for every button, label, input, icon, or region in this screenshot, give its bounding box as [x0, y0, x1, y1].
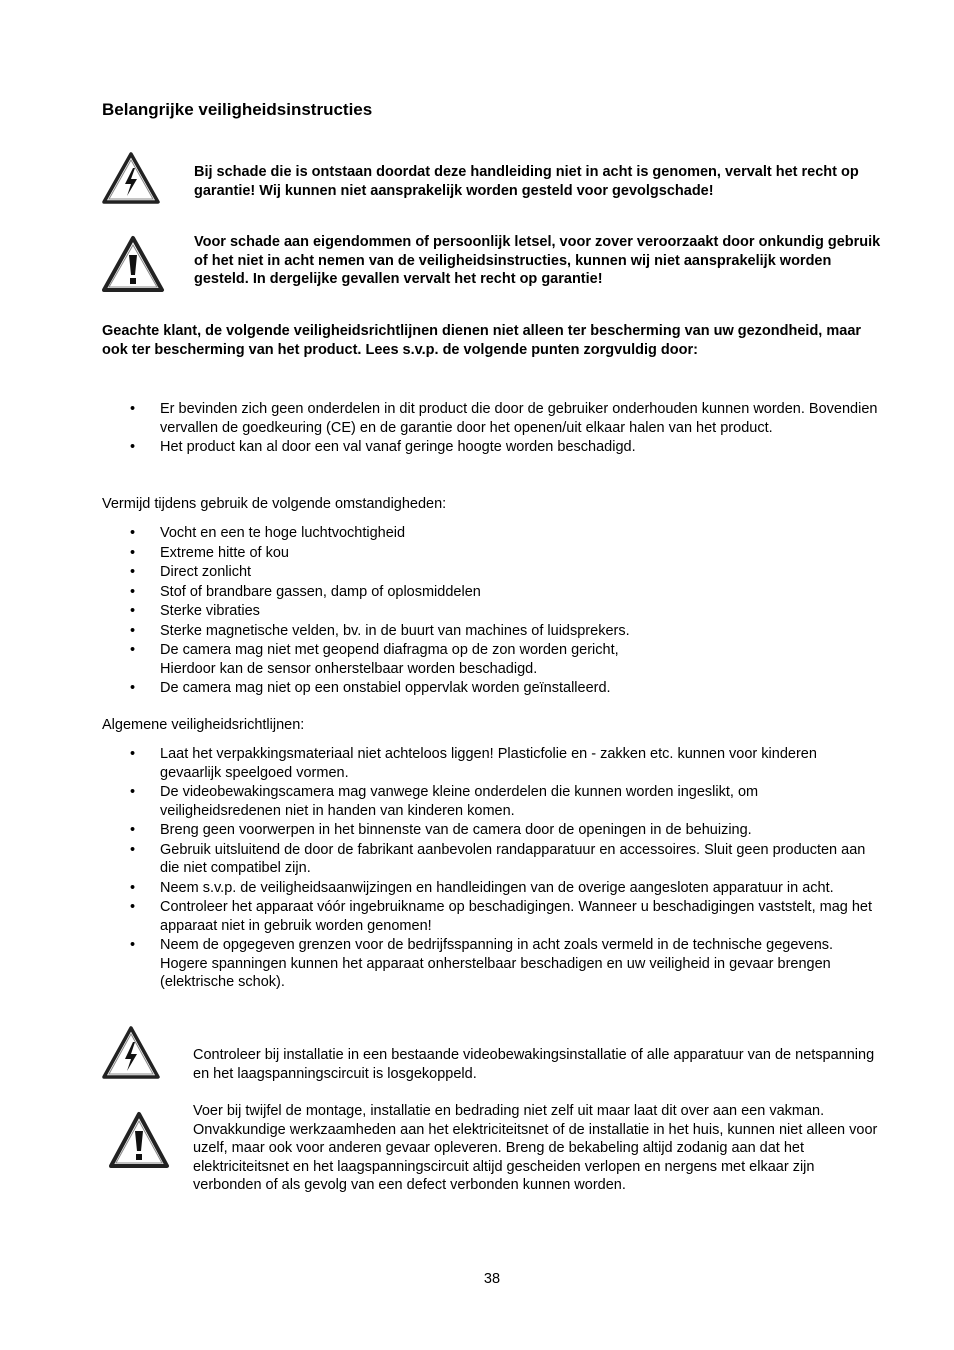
list-item: • Sterke magnetische velden, bv. in de buurt van machines of luidsprekers. — [130, 622, 630, 639]
list-maintenance — [0, 400, 954, 458]
list-item: • Neem s.v.p. de veiligheidsaanwijzingen en handleidingen van de overige aangesloten apparatuur in acht. — [130, 879, 834, 896]
list-item: • Sterke vibraties — [130, 603, 260, 619]
list-item: • Stof of brandbare gassen, damp of oplosmiddelen — [130, 583, 481, 600]
exclamation-warning-icon — [101, 235, 165, 293]
list-item: • Direct zonlicht — [130, 564, 252, 580]
warning-text-guarantee: Bij schade die is ontstaan doordat deze handleiding niet in acht is genomen, vervalt het recht op garantie! Wij kunnen niet aansprakelijk worden gesteld voor gevolgschade! — [194, 164, 859, 199]
list-item: • Controleer het apparaat vóór ingebruikname op beschadigingen. Wanneer u beschadigingen vaststelt, mag het apparaat niet in gebruik worden genomen! — [130, 899, 873, 934]
general-heading: Algemene veiligheidsrichtlijnen: — [102, 717, 305, 733]
warning-text-disconnect: Controleer bij installatie in een bestaande videobewakingsinstallatie of alle apparatuur van de netspanning en het laagspanningscircuit is losgekoppeld. — [193, 1047, 875, 1082]
list-item: • Gebruik uitsluitend de door de fabrikant aanbevolen randapparatuur en accessoires. Sluit geen producten aan die niet compatibel zijn. — [130, 841, 866, 876]
page-number: 38 — [483, 1271, 501, 1287]
exclamation-warning-icon — [108, 1111, 170, 1169]
list-general — [0, 745, 954, 993]
warning-text-liability: Voor schade aan eigendommen of persoonlijk letsel, voor zover veroorzaakt door onkundig gebruik of het niet in acht nemen van de veiligheidsinstructies, kunnen wij niet aansprakelijk worden gesteld. In dergelijke gevallen vervalt het recht op garantie! — [194, 234, 881, 287]
intro-paragraph: Geachte klant, de volgende veiligheidsrichtlijnen dienen niet alleen ter bescherming van uw gezondheid, maar ook ter bescherming van het product. Lees s.v.p. de volgende punten zorgvuldig door: — [102, 323, 862, 358]
electric-hazard-icon — [101, 151, 161, 205]
page-title: Belangrijke veiligheidsinstructies — [102, 100, 373, 119]
list-item: • Neem de opgegeven grenzen voor de bedrijfsspanning in acht zoals vermeld in de technische gegevens. Hogere spanningen kunnen het apparaat onherstelbaar beschadigen en uw veiligheid in gevaar brengen (elektrische schok). — [130, 937, 834, 990]
electric-hazard-icon — [101, 1025, 161, 1080]
list-item: • Laat het verpakkingsmateriaal niet achteloos liggen! Plasticfolie en - zakken etc. kunnen voor kinderen gevaarlijk speelgoed vormen. — [130, 746, 817, 781]
avoid-heading: Vermijd tijdens gebruik de volgende omstandigheden: — [102, 496, 447, 512]
list-item: • Het product kan al door een val vanaf geringe hoogte worden beschadigd. — [130, 439, 636, 455]
list-item: • Breng geen voorwerpen in het binnenste van de camera door de openingen in de behuizing. — [130, 822, 752, 838]
list-item: • Er bevinden zich geen onderdelen in dit product die door de gebruiker onderhouden kunnen worden. Bovendien vervallen de goedkeuring (CE) en de garantie door het openen/uit elkaar halen van het product. — [130, 401, 878, 436]
list-item: • De camera mag niet met geopend diafragma op de zon worden gericht, Hierdoor kan de sensor onherstelbaar worden beschadigd. — [130, 642, 619, 677]
warning-text-professional: Voer bij twijfel de montage, installatie en bedrading niet zelf uit maar laat dit over aan een vakman. Onvakkundige werkzaamheden aan het elektriciteitsnet of de installatie in het huis, kunnen niet alleen voor uzelf, maar ook voor anderen gevaar opleveren. Breng de bekabeling altijd zodanig aan dat het elektriciteitsnet en het laagspanningscircuit altijd gescheiden verlopen en nergens met elkaar zijn verbonden of als gevolg van een defect verbonden kunnen worden. — [193, 1103, 878, 1193]
list-avoid — [0, 524, 954, 699]
list-item: • Vocht en een te hoge luchtvochtigheid — [130, 525, 406, 541]
list-item: • Extreme hitte of kou — [130, 544, 289, 561]
list-item: • De camera mag niet op een onstabiel oppervlak worden geïnstalleerd. — [130, 680, 611, 696]
list-item: • De videobewakingscamera mag vanwege kleine onderdelen die kunnen worden ingeslikt, om veiligheidsredenen niet in handen van kinderen komen. — [130, 784, 759, 819]
